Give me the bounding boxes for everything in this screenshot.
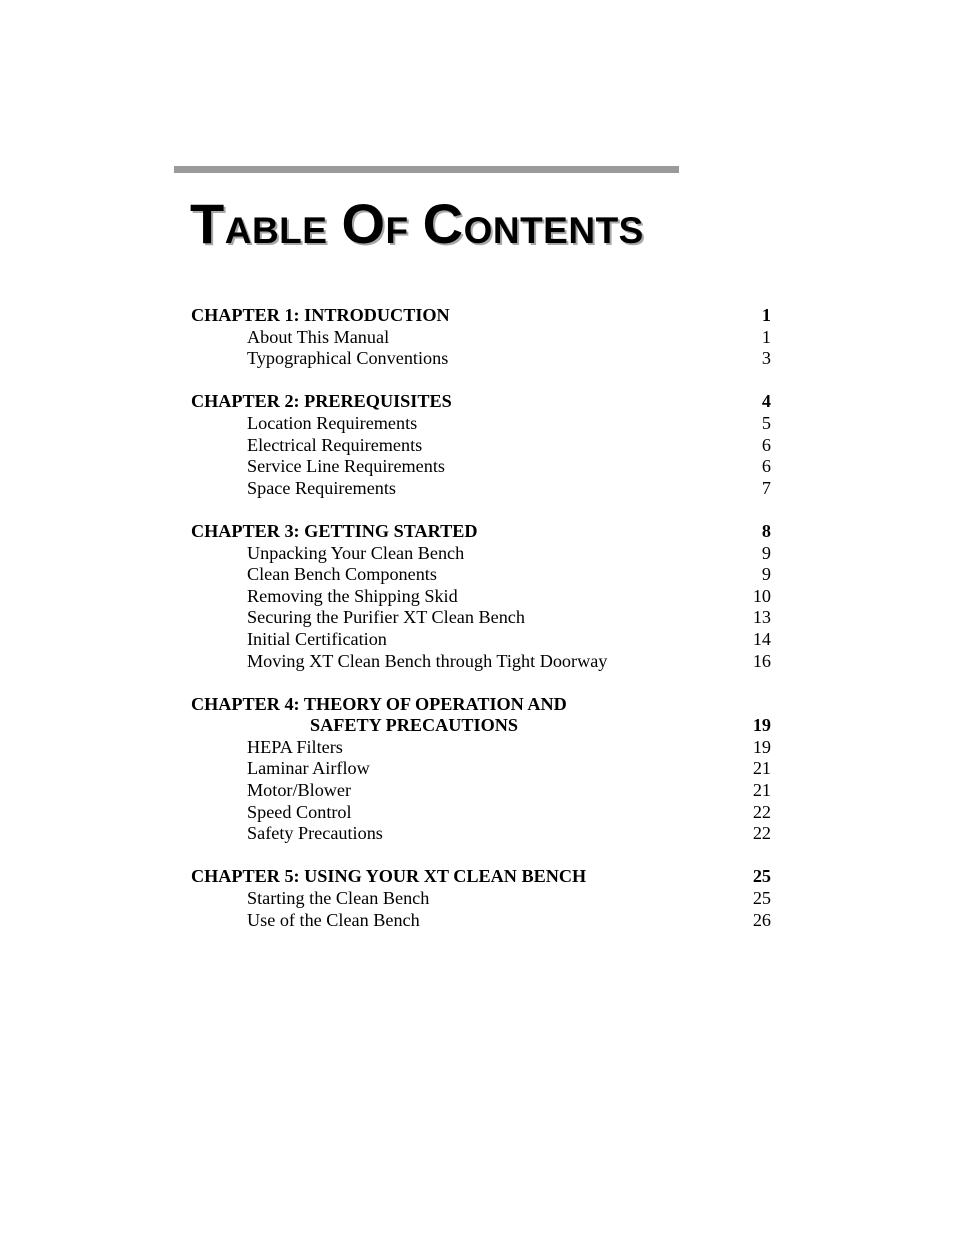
- chapter-label: CHAPTER 2: PREREQUISITES: [191, 391, 452, 412]
- title-rest-1: ABLE: [224, 210, 328, 251]
- entry-label: Moving XT Clean Bench through Tight Doorway: [247, 650, 608, 671]
- toc-entry[interactable]: [191, 327, 771, 349]
- entry-label: Use of the Clean Bench: [247, 909, 420, 930]
- page-number: 21: [752, 758, 771, 779]
- toc-chapter-2[interactable]: [191, 391, 771, 413]
- entry-label: Speed Control: [247, 801, 352, 822]
- entry-label: Location Requirements: [247, 412, 418, 433]
- toc-entry[interactable]: [191, 348, 771, 370]
- toc-entry[interactable]: [191, 888, 771, 910]
- header-rule: [174, 166, 679, 173]
- chapter-label: CHAPTER 5: USING YOUR XT CLEAN BENCH: [191, 866, 587, 887]
- chapter-label: CHAPTER 1: INTRODUCTION: [191, 305, 450, 325]
- entry-label: Space Requirements: [247, 477, 396, 498]
- toc-entry[interactable]: [191, 543, 771, 565]
- toc-chapter-5[interactable]: [191, 866, 771, 888]
- toc-entry[interactable]: [191, 737, 771, 759]
- page-number: 22: [752, 801, 771, 822]
- entry-label: Securing the Purifier XT Clean Bench: [247, 607, 525, 628]
- toc-entry[interactable]: [191, 758, 771, 780]
- chapter-label-continued: SAFETY PRECAUTIONS: [310, 715, 519, 736]
- page-number: 9: [761, 542, 771, 563]
- toc-entry[interactable]: [191, 456, 771, 478]
- entry-label: Service Line Requirements: [247, 456, 445, 477]
- page-number: 10: [752, 585, 771, 606]
- entry-label: Clean Bench Components: [247, 564, 437, 585]
- chapter-label: CHAPTER 3: GETTING STARTED: [191, 520, 478, 541]
- toc-entry[interactable]: [191, 413, 771, 435]
- entry-label: HEPA Filters: [247, 736, 343, 757]
- toc-entry[interactable]: [191, 564, 771, 586]
- toc-chapter-4[interactable]: [191, 694, 771, 716]
- page-number: 22: [752, 823, 771, 844]
- toc-entry[interactable]: [191, 651, 771, 673]
- title-initial-c: C: [422, 192, 464, 255]
- page-number: 19: [752, 715, 771, 736]
- toc-entry[interactable]: [191, 607, 771, 629]
- toc-entry[interactable]: [191, 802, 771, 824]
- entry-label: Initial Certification: [247, 628, 387, 649]
- page-number: 19: [752, 736, 771, 757]
- page-number: 1: [761, 326, 771, 347]
- chapter-label: CHAPTER 4: THEORY OF OPERATION AND: [191, 693, 567, 714]
- entry-label: Electrical Requirements: [247, 434, 423, 455]
- entry-label: Safety Precautions: [247, 823, 383, 844]
- page-number: 14: [752, 628, 771, 649]
- title-initial-t: T: [190, 192, 225, 255]
- page-number: 8: [761, 520, 771, 541]
- page-number: 5: [761, 412, 771, 433]
- toc-entry[interactable]: [191, 629, 771, 651]
- toc-entry[interactable]: [191, 823, 771, 845]
- toc-chapter-4-continued[interactable]: [191, 715, 771, 737]
- toc-entry[interactable]: [191, 780, 771, 802]
- entry-label: Laminar Airflow: [247, 758, 370, 779]
- page-number: 7: [761, 477, 771, 498]
- page-number: 21: [752, 780, 771, 801]
- entry-label: Unpacking Your Clean Bench: [247, 542, 465, 563]
- page-number: 6: [761, 456, 771, 477]
- page-number: 9: [761, 564, 771, 585]
- entry-label: Motor/Blower: [247, 780, 352, 801]
- page-title: [190, 192, 644, 255]
- toc-chapter-3[interactable]: [191, 521, 771, 543]
- page-number: 6: [761, 434, 771, 455]
- title-rest-2: F: [385, 210, 409, 251]
- toc-entry[interactable]: [191, 586, 771, 608]
- page-number: 3: [761, 348, 771, 369]
- toc-entry[interactable]: [191, 910, 771, 932]
- entry-label: Typographical Conventions: [247, 348, 449, 369]
- title-rest-3: ONTENTS: [463, 210, 644, 251]
- page-number: 1: [761, 305, 771, 325]
- page-number: 25: [752, 888, 771, 909]
- toc-list: [191, 305, 771, 931]
- page-number: 16: [752, 650, 771, 671]
- entry-label: About This Manual: [247, 326, 390, 347]
- entry-label: Starting the Clean Bench: [247, 888, 430, 909]
- page-number: 25: [752, 866, 771, 887]
- toc-entry[interactable]: [191, 478, 771, 500]
- title-initial-o: O: [341, 192, 386, 255]
- entry-label: Removing the Shipping Skid: [247, 585, 458, 606]
- page-number: 4: [761, 391, 771, 412]
- page-number: 26: [752, 909, 771, 930]
- toc-entry[interactable]: [191, 435, 771, 457]
- page-number: 13: [752, 607, 771, 628]
- toc-chapter-1[interactable]: [191, 305, 771, 327]
